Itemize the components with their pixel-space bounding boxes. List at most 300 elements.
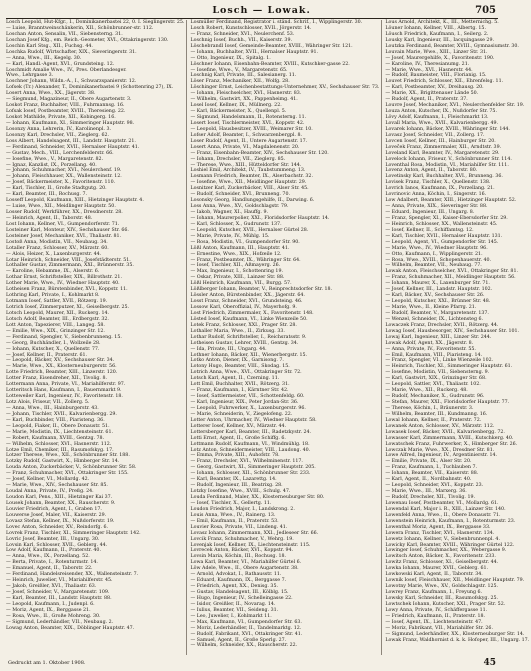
directory-entry: — Iulius, Beamter, VII., Seideng. 31. [190, 607, 279, 613]
directory-entry: Lovrich Ianos, Kaufmann, IX., Porzellang. 21. [385, 186, 495, 192]
directory-entry: Lotaller Franz, Schlosser, XV., Märzstr. 60. [6, 245, 109, 251]
directory-entry: Lofsak Iosef, Postbeamter, XVIII., Theresieng. 22. [6, 109, 126, 115]
directory-entry: — Karl, Tischler, II., Große Stadtgutg. 20. [6, 186, 107, 192]
directory-entry: — Heinrich, Tischler, XI., Simmeringer Hauptstr. 61. [385, 364, 513, 370]
directory-entry: Lothar Ernst, Schriftsteller, XIX., Billrothstr. 21. [6, 275, 122, 281]
print-date: Gedruckt am 1. Oktober 1908. [8, 660, 86, 666]
directory-entry: Lotrich Iosef, Zimmerputzer, XI., Geiselbergstr. 25. [6, 305, 130, 310]
directory-entry: — Iohann, Fleischselcher, XVI., Hasnerstr. 83. [190, 91, 302, 97]
directory-entry: — Eduard, Ingenieur, III., Ungarg. 8. [385, 210, 475, 215]
directory-entry: Lowenstein Heinrich, Kaufmann, I., Rotenturmstr. 23. [385, 518, 516, 524]
directory-entry: Lotsch Karl, Agent, II., Czerning. 11. [190, 376, 280, 382]
directory-entry: Loventhal Rosa, Modistin, VI., Mariahilfer Str. 111. [385, 162, 509, 168]
directory-entry: — Jakob, Greißler, XVI., Thaliastr. 63. [6, 584, 97, 590]
directory-entry: Low Adalbert, Beamter, XIII., Hietzinger Hauptstr. 52. [385, 198, 517, 204]
directory-entry: Losmann Friedrich, Beamter, IX., Alserbachstr. 32. [190, 174, 313, 180]
directory-entry: — Iohann, Maurer, X., Laxenburger Str. 71. [385, 281, 490, 287]
directory-entry: — Rudolf, Beamter, V., Margaretenstr. 137. [385, 310, 489, 316]
directory-entry: — Rosa, Wwe., II., Große Mohreng. 30. [6, 613, 101, 619]
directory-entry: — Leopold, Fiaker, II., Obere Donaustr. 51. [6, 423, 110, 429]
directory-entry: Lovec Anton, Schneider, XV., Reindorfg. 6. [6, 524, 108, 530]
directory-entry: — Leopold, Sattler, XVI., Thaliastr. 102. [385, 382, 481, 388]
directory-entry: — Gustav, Mech., VIII., Lerchenfelderstr. 66. [6, 150, 114, 156]
directory-entry: — Alois, Heizer, X., Laxenburgerstr. 44. [6, 251, 102, 257]
directory-entry: — Sigmund, Handelsmann, II., Rotensterng. 11. [190, 115, 307, 120]
directory-entry: Lotterer Iosef, Kellner, XV., Märzstr. 44. [190, 423, 287, 429]
directory-entry: Losel Iosef, Kellner, IX., Müllnerg. 22. [190, 103, 282, 109]
directory-entry: — Wilhelm, Beamter, III., Kundmanng. 16. [385, 411, 488, 417]
column-1 [6, 20, 187, 655]
entry-columns [6, 20, 530, 655]
directory-entry: — Leopold, Agent, VI., Gumpendorfer Str. 145. [385, 239, 499, 245]
directory-entry: Lowag Anton, Beamter, XIX., Döblinger Hauptstr. 47. [6, 625, 135, 631]
directory-entry: — Karl, Beamter, III., Rochusg. 7. [6, 192, 87, 198]
directory-entry: — Iohann, Maurerpolier, XXI., Floridsdorfer Hauptstr. 14. [190, 215, 330, 221]
directory-entry: Lotteweiler Karl, Ingenieur, IV., Favoritenstr. 18. [6, 394, 123, 400]
directory-entry: — Isidor, Greißler, II., Novarag. 14. [190, 601, 276, 607]
directory-entry: Lotzky Rudolf, Gastwirt, X., Himberger Str. 14. [6, 459, 120, 465]
directory-entry: Lovasz Josef, Schneider, VII., Zollerg. 17. [385, 132, 485, 138]
directory-entry: — Marie, Wwe., III., Marxerg. 36. [385, 489, 467, 495]
directory-entry: Lowasek Iosef, Bäcker, XVII., Kalvarienbergg. 72. [385, 429, 505, 435]
directory-entry: — Josef, Kellner, II., Praterstr. 61. [6, 352, 88, 358]
directory-entry: — Iohann, Beamter, VII., Kaiserstr. 88. [385, 471, 479, 477]
directory-entry: Losonzy Karl, Drechsler, VII., Zieglerg. 62. [6, 132, 110, 138]
directory-entry: Lost Friedrich, Zimmermaler, X., Favoritenstr. 148. [190, 310, 314, 316]
directory-entry: Lowitsch Anton, Bäcker, X., Favoritenstr. 233. [385, 554, 496, 560]
directory-entry: — Georg, Buchhändler, I., Wollzeile 28. [6, 340, 101, 346]
directory-entry: — Sigmund, Lederhändler, XX., Klosterneuburger Str. 14. [385, 631, 525, 637]
directory-entry: Lotze Emil, Chemiker, III., Rasumofskyg. 17. [6, 447, 114, 453]
directory-entry: — Iohann, Kaufmann, XI., Simmeringer Hauptstr. 98. [6, 120, 135, 126]
directory-entry: Lotter Anton, Uhrmacher, IV., Wiedner Hauptstr. 58. [190, 417, 317, 423]
directory-entry: Lowera Franz, Tischler, XVI., Hasnerstr. 134. [385, 530, 495, 536]
directory-entry: — Franz, Schuhmacher, XVI., Ottakringer Str. 155. [6, 471, 129, 477]
directory-entry: Loser Rudolf, Agent, II., Untere Augartenstr. 17. [190, 138, 308, 144]
directory-entry: Lößlberger Iohann, Beamter, V., Reinprechtsdorfer Str. 18. [190, 287, 333, 293]
directory-entry: Lovisek Franz, Tischler, X., Quellenstr. 138. [385, 180, 491, 186]
directory-entry: — Anna, Private, XIX., Sieveringer Str. 88. [385, 204, 488, 210]
directory-entry: — Friedrich, Agent, XX., Denisg. 35. [190, 584, 278, 590]
directory-entry: — Wilhelm, Schneider, XX., Rauscherstr. 22. [190, 643, 298, 649]
directory-entry: Lotti Ernst, Agent, II., Große Schiffg. 6. [190, 435, 286, 441]
directory-entry: — Josef, Maurergehilfe, X., Favoritenstr. 190. [385, 55, 495, 61]
directory-entry: Lownik Iosef, Fleischhauer, XII., Meidlinger Hauptstr. 79. [385, 578, 525, 584]
directory-entry: — Rudolf, Fabrikant, XVI., Ottakringer Str. 41. [190, 631, 303, 637]
directory-entry: — Iohann, Drechsler, VII., Zieglerg. 85. [190, 156, 286, 162]
directory-entry: Löschinger Ernst, Leichenbestattungs-Unternehmer, XV., Sechshauser Str. 73. [190, 85, 380, 91]
directory-entry: Lovasz Iohann, Zimmermann, XXI., Jedleseer Str. 66. [190, 530, 319, 536]
directory-entry: Lovetinsky Karl, Buchhalter, XVI., Brunneng. 36. [385, 174, 503, 180]
directory-entry: Lowak Adolf, Agent, XX., Jägerstr. 8. [385, 340, 474, 346]
directory-entry: — Wilhelm, Gastwirt, XX., Pappenheimg. 41. [190, 97, 298, 103]
directory-entry: — Marie, Wwe., XII., Ruckerg. 48. [385, 388, 468, 394]
directory-entry: Löusch Friedrich, Kaufmann, I., Seilerg. 2. [385, 31, 489, 37]
directory-entry: Lott Anton, Tapezierer, VIII., Langeg. 58. [6, 322, 105, 328]
directory-entry: Lowka Iohann, Maurer, XVII., Geblerg. 61. [385, 566, 489, 572]
directory-entry: Lottermann Anna, Private, VI., Mariahilferstr. 97. [6, 382, 126, 388]
column-3 [385, 20, 531, 655]
directory-entry: — Sigmund, Lederhändler, VII., Neubaug. 2. [6, 619, 114, 625]
directory-entry: — Iakob, Wagner, XI., Hauffg. 9. [190, 210, 268, 215]
directory-entry: — Emilie, Private, IX., Alser Str. 20. [385, 459, 472, 465]
directory-entry: — Rudolf, Agent, II., Praterstr. 37. [385, 97, 468, 103]
directory-entry: Losch Leopold, Hut-Kfgr., I., Dominikanerbastei 22, 0. I. Sieglingerstr. 25. [6, 20, 185, 25]
directory-entry: — Franz, Schneider, XVI., Neulerchenf. 53. [190, 31, 295, 37]
directory-entry: Lovelock Iohann, Friseur, V., Schönbrunner Str. 114. [385, 156, 512, 162]
directory-entry: — Georg, Gastwirt, XI., Simmeringer Hauptstr. 205. [190, 465, 316, 471]
directory-entry: — Emma, Private, XIII., Auhofstr. 78. [190, 453, 280, 459]
directory-entry: Lotteritsch Hans, Kaufmann, I., Bauernmarkt 9. [6, 388, 122, 394]
directory-entry: — Franz, Kaufmann, I., Kärntner Str. 42. [190, 388, 289, 394]
directory-entry: — Luise, Branntweinschänkerin, XII., Schönbrunner-str. 112. [6, 25, 154, 31]
directory-entry: Loschan Josef Kfg., em. Reich.-Geometer, XVI., Ottakringerstr. 130. [6, 37, 169, 43]
signature-mark: 45 [483, 658, 496, 668]
directory-entry: — Ferdinand, Schneider, XVII., Hernalser Hauptstr. 41. [6, 144, 140, 150]
directory-entry: Losert Anna, Private, VI., Magdalenenstr. 20. [190, 144, 300, 150]
directory-entry: Lowtschek Iohann, Kutscher, XXI., Prager Str. 52. [385, 601, 506, 607]
directory-entry: Lothaller Gustav, Zimmermann, XXI., Brünnerstr. 35. [6, 263, 134, 269]
directory-entry: Louvier Rosa, Private, VII., Lindeng. 41. [190, 524, 288, 530]
directory-entry: Lothring Karl, Private, I., Kohlmarkt 8. [6, 293, 100, 299]
directory-entry: — Anna, Wwe., III., Kegelg. 30. [6, 55, 82, 61]
directory-entry: Lotony Hugo, Beamter, VIII., Skodag. 15. [190, 364, 290, 370]
directory-entry: Louvre Josef, Mechaniker, XVI., Neulerchenfelder Str. 19. [385, 103, 525, 109]
directory-entry: — Rudolf, Schneider, XVI., Brunneng. 70. [190, 192, 290, 198]
directory-entry: Lovcik Franz, Schuhmacher, V., Wehrg. 19. [190, 536, 294, 542]
directory-entry: Loudal Anna, Private, IV., Preßg. 24. [6, 489, 94, 495]
directory-entry: Lovric Josef, Beamter, III., Ungarg. 30. [6, 536, 100, 542]
directory-entry: Lowetz Iohann, Kellner, V., Siebenbrunnenpl. 4. [385, 536, 500, 542]
directory-entry: Lottersberger Karl, Beamter, III., Radetzkystr. 24. [190, 429, 312, 435]
directory-entry: Losteiner Karl, Monteur, XIV., Sechshauser Str. 66. [6, 227, 129, 233]
directory-entry: Louvier Friedrich, Agent, I., Graben 17. [6, 506, 102, 512]
directory-entry: — Rudolf, Ingenieur, III., Beatrixg. 28. [190, 483, 283, 489]
directory-entry: — Anna, Wwe., IX., Porzellang. 52. [6, 554, 90, 560]
directory-entry: Lowa Karl, Beamter, VI., Mariahilfer Gürtel 6. [190, 560, 302, 566]
directory-entry: Lofser Adolf, Beamter, I., Schwarzenbergpl. 8. [190, 132, 303, 138]
directory-entry: Lotek Franz, Schlosser, XXI., Prager Str. 28. [190, 322, 297, 328]
directory-entry: Lotheisen Gustav, Lehrer, XVIII., Gentzg. 34. [190, 340, 299, 346]
directory-entry: Losst Franz, Schneider, XVI., Grundsteing. 46. [190, 299, 303, 305]
directory-entry: — Franz, Eisenbahn-Beamter, XIV., Sechshauser Str. 120. [190, 150, 329, 156]
directory-entry: — Iosef, Tischler, X., Gellertg. 11. [190, 500, 272, 506]
directory-entry: Lousek Johann, Beamter, XX., Rauscherstr. 9. [6, 500, 116, 506]
directory-entry: — Max, Kaufmann, VI., Gumpendorfer Str. 63. [190, 619, 302, 625]
directory-entry: Lovrecek Anton, Bäcker, XVI., Koppstr. 94. [190, 548, 294, 554]
directory-entry: Lotz Anton, Schneidermeister, VIII., Laudong. 40. [190, 447, 311, 453]
directory-entry: Lossow Karl, Oberoffizial, IV., Mayerhofg. 9. [190, 305, 297, 310]
directory-entry: Loss Albert, Handelsagent, III., Landstr. Hauptstr. 21. [6, 138, 136, 144]
directory-entry: — Anna, Wwe., III., Hainburgerstr. 43. [6, 405, 99, 411]
directory-entry: — Iohann, Schlosser, XII., Schönbrunner Str. 233. [190, 471, 311, 477]
directory-entry: Lother Marie, Wwe., IV., Wiedner Hauptstr. 40. [6, 281, 120, 287]
directory-entry: Lotter Franz, Eisendreher, XII., Tivolig. 8. [6, 376, 107, 382]
directory-entry: — Hugo, Ingenieur, IV., Schelleingasse 22. [190, 595, 293, 601]
directory-entry: — Leopold, Bäcker, XV., Sechshauser Str. 34. [6, 358, 115, 364]
directory-entry: — Rosa, Modistin, VI., Gumpendorfer Str. 90. [190, 239, 300, 245]
directory-entry: Lowy Anna, Private, IV., Schäffergasse 11. [385, 607, 488, 613]
directory-entry: Lotsch Leopold, Maurer, XII., Ruckerg. 14. [6, 310, 110, 316]
directory-entry: — Leopold, Fuhrwerker, X., Laxenburgerstr. 96. [190, 405, 306, 411]
directory-entry: — Iosef, Kellner, II., Schiffamtsg. 12. [385, 227, 474, 233]
directory-entry: Lovarek Iohann, Bäcker, XVIII., Währinger Str. 144. [385, 126, 510, 132]
directory-entry: — Iohann, Kutscher, X., Quellenstr. 77. [6, 346, 100, 352]
directory-entry: — Karl, Gastwirt, XIX., Grinzinger Str. 68. [385, 376, 487, 382]
directory-entry: — Karl, Handl.-Agent, XVI., Grundsteing. 12. [6, 61, 115, 67]
page-header [8, 3, 496, 17]
directory-entry: — Heinrich, Schlosser, XX., Wallensteinstr. 45. [385, 221, 498, 227]
directory-entry: — Ignaz, Kanzlist, IX., Porzellang. 40. [6, 162, 97, 168]
directory-entry: — Emilie, Wwe., XIX., Grinzinger Str. 12. [6, 328, 105, 334]
directory-entry: Lößl Anton, Kaufmann, III., Hauptstr. 41. [190, 245, 290, 251]
directory-entry: — Emil, Kaufmann, VIII., Piaristeng. 14. [385, 352, 483, 358]
directory-entry: — Karl, Agent, II., Nordbahnstr. 40. [385, 477, 472, 483]
directory-entry: — Marie, Wwe., XVI., Hasnerstr. 44. [385, 67, 473, 73]
directory-entry: Louis Anna, Wwe., IV., Rainerg. 13. [190, 512, 276, 518]
directory-entry: Lovasz Stefan, Kellner, IX., Nußdorferstr. 19. [6, 518, 115, 524]
page-footer [8, 657, 496, 669]
directory-entry: Losmüller Ferdinand, Registrator i. ständ. Schrif., I., Wipplingerstr. 30. [190, 20, 363, 25]
directory-entry: — Ida, Private, III., Ungarg. 44. [190, 346, 267, 352]
directory-entry: Loveland Karl, Beamter, IV., Margaretenstr. 29. [385, 150, 500, 156]
directory-entry: Louwerse Josef, Maler, VII., Kaiserstr. 29. [6, 512, 107, 518]
directory-entry: Losert Anna, Wwe., XX., Jägerstr. 38. [6, 91, 96, 97]
page-number: 705 [475, 4, 496, 16]
directory-entry: Lovcen Iosef, Kellner, III., Hainburger Str. 20. [385, 138, 496, 144]
directory-entry: Lowenau Iosef, Postbeamter, VI., Mollardg. 61. [385, 500, 499, 506]
directory-entry: Lowitz Franz, Schlosser, XI., Geiselbergstr. 44. [385, 560, 499, 566]
directory-entry: Lowasser Karl, Zimmermann, XVIII., Kutschkerg. 40. [385, 435, 514, 441]
directory-entry: Loudon Friedrich, Major, I., Landskrong. 2. [190, 506, 295, 512]
directory-entry: Loss Anna, Wwe., XV., Goldschlagstr. 79. [190, 204, 289, 210]
directory-entry: Lowanek Anton, Schlosser, XV., Märzstr. 112. [385, 423, 495, 429]
directory-entry: Lößl Heinrich, Kaufmann, VII., Burgg. 57. [190, 281, 292, 287]
directory-entry: Lotrich Anna, Wwe., XVI., Ottakringer Str. 72. [190, 370, 302, 376]
directory-entry: — Eduard, Kaufmann, IX., Berggasse 7. [190, 578, 287, 584]
directory-entry: Low Adolf, Kaufmann, II., Praterstr. 40. [6, 548, 101, 554]
directory-entry: Lotzky Iosefine, Wwe., XVIII., Schulg. 47. [190, 489, 291, 495]
directory-entry: Losser Rudolf, Werkführer, XX., Dresdnerstr. 28. [6, 210, 123, 215]
directory-entry: Loschnig Karl, Private, III., Salesianerg. 11. [190, 73, 297, 79]
directory-entry: Lössler Anton, Bürstenbinder, XX., Jägerstr. 64. [190, 293, 305, 299]
directory-entry: — Wilhelm, Beamter, VII., Neubaug. 77. [385, 263, 482, 269]
directory-entry: Loschin Karl Stsg., XII., Fuchsg. 44. [6, 43, 93, 49]
directory-entry: — Iosefine, Wwe., XII., Meidlinger Hauptstr. 29. [190, 180, 307, 186]
directory-entry: — Franz, Spengler, VI., Linke Wienzeile 102. [385, 358, 494, 364]
directory-entry: — Karl, Buchbinder, VIII., Piaristeng. 36. [6, 417, 105, 423]
directory-entry: — Moriz, Fabrikant, VII., Mariahilfer Str. 26. [385, 625, 493, 631]
directory-entry: — Leo, Juwelier, I., Kohlmarkt 11. [190, 613, 272, 619]
directory-entry: — Moriz, Lederhändler, II., Tandelmarktg. 12. [190, 625, 302, 631]
directory-entry: Loschnig Iosef, Buchh., VII., Kaiserstr. 39. [190, 37, 292, 43]
directory-entry: Lovsin Karl, Schlosser, XVII., Geblerg. 44. [6, 542, 108, 548]
directory-entry: Losonsky Georg, Handlungsgehilfe, II., Darwing. 6. [190, 198, 315, 204]
directory-entry: — Emil, Kaufmann, II., Praterstr. 53. [190, 518, 279, 524]
directory-entry: Loudon Karl, Pens., XIII., Hietzinger Kai 37. [6, 495, 113, 500]
directory-entry: — Wilhelm, Schlosser, XVI., Hasnerstr. 112. [6, 441, 112, 447]
directory-entry: — Wenzel, Schneider, IX., Lichtensteg 6. [385, 316, 484, 322]
directory-entry: — Leopold, Schneider, XVI., Koppstr. 23. [385, 483, 484, 489]
directory-entry: Lowe Alfred, Ingenieur, IV., Argentinierstr. 14. [385, 453, 498, 459]
directory-entry: Louza Anton, Kutscher, IX., Nußdorfer Str. 75. [385, 109, 497, 115]
directory-entry: — Gustav, Handelsagent, III., Kölblg. 15. [190, 590, 289, 595]
directory-entry: Lotsch Adolf, Beamter, III., Erdbergstr. 32. [6, 316, 109, 322]
directory-entry: — Marie, Modistin, IX., Liechtensteinstr. 61. [6, 429, 113, 435]
directory-entry: — Rosa, Wwe., XVIII., Schopenhauerstr. 40. [385, 257, 492, 263]
directory-entry: Lowrey Franz, Kaufmann, I., Freyung 6. [385, 590, 483, 595]
directory-entry: Lowag Iosef, Hausbesorger, XIV., Sechshauser Str. 101. [385, 328, 520, 334]
directory-entry: Lowatschek Franz, Fuhrwerker, X., Himberger Str. 26. [385, 441, 518, 447]
directory-entry: Lothner Iohann, Bäcker, XII., Wienerbergstr. 15. [190, 352, 308, 358]
directory-entry: — Ferdinand, Spengler, V., Siebenbrunneng. 15. [6, 334, 122, 340]
directory-entry: Lostoß Anna, Modistin, VII., Neubaug. 34. [6, 239, 108, 245]
directory-entry: — Ferdinand, Handelsreisender, XX., Wallensteinstr. 7. [6, 572, 139, 578]
header-rule [6, 18, 498, 19]
directory-entry: Loutzka Ferdinand, Beamter, XVIII., Gymnasiumstr. 30. [385, 43, 519, 49]
directory-entry: — Oskar, Private, XIII., Lainzer Str. 88. [190, 275, 285, 281]
directory-entry: Lott Emil, Buchhalter, XVII., Rötzerg. 31. [190, 382, 290, 388]
directory-entry: — Franz, Kaufmann, I., Tuchlauben 7. [385, 465, 478, 471]
directory-entry: Lotheisen Franz, Bürstenbinder, XVI., Koppstr. 11. [6, 287, 128, 293]
column-2 [190, 20, 382, 655]
directory-entry: — Franz, Drechsler, XVI., Wilhelminenstr. 117. [190, 459, 303, 465]
directory-entry: Lofsek (Tr.) Alexander, T., Dominikanerbastei 9 (Schottenring 27), IX. [6, 85, 174, 91]
directory-entry: — Karl, Postbeamter, XV., Dreihausg. 20. [385, 85, 484, 91]
directory-entry: Loschmidt Amalie Wwe., IV., Pres. Oberlandesger. [6, 67, 127, 73]
directory-entry: — Karl, Tischler, XVII., Hernalser Hauptstr. 131. [385, 233, 503, 239]
directory-entry: — Heinrich, Agent, II., Taborstr. 48. [6, 215, 93, 221]
directory-entry: — Marie, Wwe., IV., Wiedner Hauptstr. 96. [385, 245, 488, 251]
directory-entry: — Stefan, Maurer, XXI., Floridsdorfer Hauptstr. 77. [385, 400, 510, 405]
directory-entry: Lovenz Anton, Agent, II., Taborstr. 80. [385, 168, 478, 174]
directory-entry: — Iosefine, Wwe., V., Margaretenstr. 65. [190, 67, 288, 73]
directory-entry: — Karl, Beamter, III., Landstr. Hauptstr. 88. [6, 595, 112, 601]
directory-entry: — Rudolf, Drechsler, XII., Tivolig. 19. [385, 495, 475, 500]
directory-entry: Lovrinovic Anna, Köchin, I., Singerstr. 16. [385, 192, 487, 198]
directory-entry: Lövy Adolf, Kaufmann, I., Fleischmarkt 13. [385, 115, 489, 120]
directory-entry: — Iosef, Tischler, XII., Aßmayerg. 26. [190, 263, 281, 269]
directory-entry: Lost Iohann, Kellner, VI., Gumpendorferstr. 71. [6, 221, 120, 227]
directory-entry: — Josef, Kellner, III., Landstr. Hauptstr. 102. [385, 287, 493, 293]
directory-entry: Louda Ferdinand, Maler, XX., Klosterneuburger Str. 80. [190, 495, 325, 500]
directory-entry: — Marie, Wwe., II., Kleine Pfarrg. 21. [385, 305, 477, 310]
directory-entry: — Franz, Postbeamter, IX., Währinger Str. 64. [190, 257, 301, 263]
directory-entry: Loveček Franz, Zimmermaler, XII., Arndtstr. 39. [385, 144, 502, 150]
directory-entry: — Karoline, IV., Theresianumg. 21. [385, 61, 470, 67]
directory-entry: Lowak Franz, Waldhornist d. k. k. Hofoper, III., Ungarg. 17. [385, 637, 530, 643]
directory-entry: — Leopold, Kutscher, XXI., Brünner Str. 48. [385, 299, 491, 305]
directory-entry: Löw Adele, Wwe., II., Obere Augartenstr. 38. [190, 566, 299, 572]
directory-entry: Losteiner Josef, Mechaniker, XVI., Thaliastr. 81. [6, 233, 122, 239]
directory-entry: — Johann, Tischler, XVII., Kalvarienbergg. 29. [6, 411, 117, 417]
directory-entry: — Rudolf, Mechaniker, X., Gudrunstr. 96. [385, 394, 485, 400]
directory-entry: Lovsin Maria, Köchin, III., Rochusg. 18. [190, 554, 287, 560]
directory-entry: — Therese, Wwe., XIII., Hütteldorfer Str. 144. [190, 162, 302, 168]
directory-entry: — Siegmund, Magazineur, II., Obere Augartenstr. 3. [6, 97, 132, 103]
directory-entry: Losseff Leopold, Kaufmann, XIII., Hietzinger Hauptstr. 4. [6, 198, 144, 204]
directory-entry: — Karl, Bäckermeister, X., Quellenpl. 5. [190, 109, 287, 115]
directory-entry: Lowczak Marie, Wwe., XX., Dresdner Str. 81. [385, 447, 495, 453]
directory-entry: — Marie, XX., Brigittenauer Lände 50. [385, 91, 479, 97]
directory-entry: — Iohann, Buchhalter, XVII., Hernalser Hauptstr. 91. [190, 49, 319, 55]
directory-entry: Losch Robert, Kunstschlosser, XVII., Jörgerstr. 14. [190, 25, 312, 31]
directory-entry: — Iosefine, Wwe., V., Margaretenstr. 82. [6, 156, 104, 162]
directory-entry: — Leopold, Hausbesitzer, XVIII., Weimarer Str. 10. [190, 126, 313, 132]
directory-entry: — Marie, Wwe., XX., Klosterneuburgerstr. 56. [6, 364, 117, 370]
directory-entry: Lowicky Karl, Beamter, XVIII., Währinger Gürtel 122. [385, 542, 515, 548]
directory-entry: — Marie, Schneiderin, V., Ziegelofeng. 22. [190, 411, 293, 417]
directory-entry: Lösted Iosef, Kaufmann, VI., Linke Wienzeile 50. [190, 316, 308, 322]
directory-entry: — Emanuel, Agent, II., Taborstr. 22. [6, 566, 93, 572]
directory-entry: Lowal Iohann, Kellner, II., Praterstr. 72. [385, 417, 482, 423]
directory-entry: — Franz, Spengler, XI., Kaiser-Ebersdorfer Str. 29. [385, 215, 508, 221]
directory-entry: Loschner Johann, Wildn.-A., I., Schwarzspanierstr. 12. [6, 79, 137, 85]
directory-entry: — Josef, Bäckermeister, X., Favoritenstr. 110. [6, 180, 116, 186]
directory-entry: — Max, Ingenieur, I., Schottenring 19. [190, 269, 283, 275]
directory-entry: Loshiel Emil, Architekt, IV., Taubstummeng. 13. [190, 168, 306, 174]
directory-entry: Losonzy Anna, Lehrerin, IV., Karolinenpl. 3. [6, 126, 112, 132]
directory-entry: — Iosef, Agent, IX., Liechtensteinstr. 47. [385, 619, 483, 625]
directory-entry: Lowotny Marie, Wwe., XV., Goldschlagstr. 125. [385, 584, 499, 590]
directory-entry: Louvain Marie, Wwe., XIII., Linzer Str. 31. [385, 49, 488, 55]
directory-entry: Lowenfeld Anna, Wwe., II., Obere Donaustr. 71. [385, 512, 501, 518]
directory-entry: Loskot Franz, Buchhalter, VIII., Fuhrmannsg. 16. [6, 103, 125, 109]
directory-entry: — Ernestine, Wwe., XIX., Hofzeile 12. [190, 251, 282, 257]
directory-entry: Löser Franz, Mechaniker, XII., Wolfg. 28. [190, 79, 290, 85]
directory-entry: Löuner Iohann, Kellner, VIII., Albertg. 15. [385, 25, 486, 31]
directory-entry: Lowkowski Karl, Agent, II., Taborstr. 34. [385, 572, 483, 578]
directory-entry: — Moriz, Agent, IX., Berggasse 21. [6, 607, 91, 613]
directory-entry: — Josef, Kellner, VI., Mollardg. 42. [6, 477, 90, 483]
directory-entry: Lowsky Karl, Schneider, III., Rasumofskyg. 25. [385, 595, 499, 601]
directory-entry: Loschan Anton, Sensalin, VII., Siebensterng. 31. [6, 31, 123, 37]
directory-entry: — Otto, Ingenieur, IX., Spitalg. 1. [190, 55, 271, 61]
directory-entry: Lotzer Therese, Wwe., XII., Schönbrunner Str. 188. [6, 453, 130, 459]
directory-entry: Wwe., Lehrgasse 3. [6, 73, 54, 79]
directory-entry: Losert Iosef, Tischlermeister, XVI., Koppstr. 42. [190, 120, 305, 126]
directory-entry: — Karl, Ingenieur, XIX., Peter Jordan-Str. 36. [190, 400, 299, 405]
directory-entry: — Arnold, Advokat, I., Rathausstr. 11. [190, 572, 282, 578]
directory-entry: — Franz, Schuhmacher, XII., Meidlinger Hauptstr. 56. [385, 275, 516, 281]
directory-entry: — Rudolf, Baumeister, VIII., Florianig. 15. [385, 73, 487, 79]
directory-entry: Lothaller Maria, Wwe., II., Zirkusg. 33. [190, 328, 285, 334]
directory-entry: Lowaj Karl, Ingenieur, XIII., Linzer Str. 244. [385, 334, 492, 340]
directory-entry: — Karoline, Hebamme, IX., Alserstr. 6. [6, 269, 100, 275]
directory-entry: Lovall Maria, Wwe., XVII., Kalvarienbergg. 49. [385, 120, 499, 126]
directory-entry: Lowinger Iosef, Schuhmacher, XX., Webergasse 9. [385, 548, 507, 554]
directory-entry: Losnitzer Karl, Zuckerbäcker, VIII., Alser Str. 45. [190, 186, 309, 192]
directory-entry: Lotte Friedrich, Beamter, XIII., Linzerstr. 120. [6, 370, 118, 376]
directory-entry: — Friedrich, Kaufmann, II., Praterstr. 18. [385, 613, 486, 619]
directory-entry: — Karl, Beamter, IX., Lazarettg. 14. [190, 477, 277, 483]
directory-entry: — Karl, Schlosser, X., Gudrunstr. 137. [190, 221, 282, 227]
directory-entry: Loskot Mathilde, Private, XII., Kobingerg. 16. [6, 115, 116, 120]
directory-entry: Lotmann Iosef, Sattler, XVII., Rötzerg. 19. [6, 299, 108, 305]
directory-entry: — Berta, Private, I., Rotenturmstr. 14. [6, 560, 98, 566]
directory-entry: Lotko Anton, Diener, IX., Garnisong. 7. [190, 358, 284, 364]
directory-entry: Lottmann Rudolf, Kaufmann, VI., Windmühlg. 18. [190, 441, 310, 447]
directory-entry: Louda Anton, Zuckerbäcker, V., Schönbrunner Str. 58. [6, 465, 137, 471]
directory-entry: — Heinrich, Juwelier, VI., Mariahilferstr. 45. [6, 578, 113, 584]
directory-entry: Lowaczek Franz, Drechsler, XVII., Rötzerg. 44. [385, 322, 499, 328]
directory-entry: — Marie, Wwe., XIV., Sechshauser Str. 85. [6, 483, 108, 489]
directory-entry: — Therese, Köchin, I., Bräunerstr. 3. [385, 405, 474, 411]
directory-entry: — Iosefine, Modistin, VII., Siebensterng. 9. [385, 370, 490, 376]
directory-entry: Lousky Karl, Ingenieur, III., Iacquingasse 29. [385, 37, 494, 43]
directory-entry: — Leopold, Kutscher, XVII., Hernalser Gürtel 28. [190, 227, 309, 233]
directory-entry: Louvet Friedrich, Schlosser, XII., Ehrenfelsg. 11. [385, 79, 504, 85]
